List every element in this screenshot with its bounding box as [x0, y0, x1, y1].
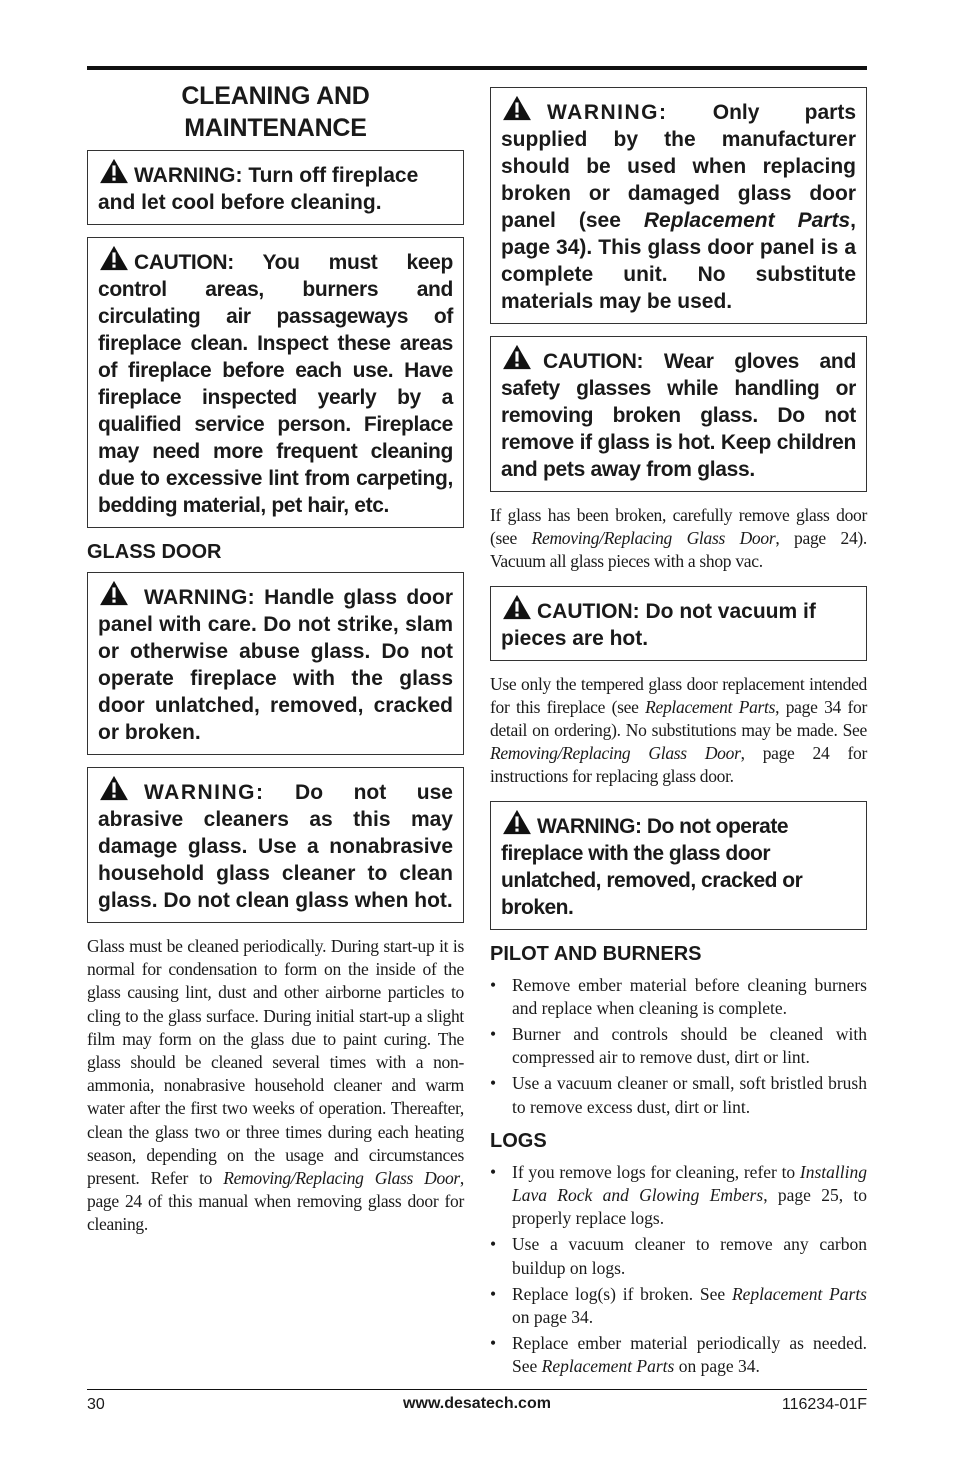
para-text: , page 24 for instructions for replacing glass door. — [490, 743, 867, 787]
list-item-text: Replace log(s) if broken. See — [512, 1283, 732, 1304]
logs-list — [490, 1161, 867, 1379]
para-text: , page 24). Vacuum all glass pieces with a shop vac. — [490, 528, 867, 572]
list-item: • Use a vacuum cleaner to remove any carbon buildup on logs. — [490, 1234, 867, 1278]
warning-text: Handle glass door panel with care. Do not strike, slam or otherwise abuse glass. Do not operate fireplace with the glass door unlatched, removed, cracked or broken. — [98, 586, 453, 744]
para-text: , page 24 of this manual when removing glass door for cleaning. — [87, 1168, 464, 1235]
warning-triangle-icon — [98, 580, 130, 606]
para-text: Use only the tempered glass door replacement intended for this fireplace (see — [490, 673, 867, 717]
caution-keyword: CAUTION: — [543, 350, 644, 373]
warning-text: Only parts supplied by the manufacturer should be used when replacing broken or damaged glass door panel (see — [501, 101, 856, 232]
warning-text: Do not use abrasive cleaners as this may damage glass. Use a nonabrasive household glass cleaner to clean glass. Do not clean glass when hot. — [98, 781, 453, 912]
warning-keyword: WARNING: — [537, 814, 642, 838]
list-item: • If you remove logs for cleaning, refer to Installing Lava Rock and Glowing Embers, page 25, to properly replace logs. — [490, 1161, 867, 1229]
caution-text: Do not vacuum if pieces are hot. — [501, 599, 816, 650]
right-column — [490, 87, 867, 1389]
warning-triangle-icon — [501, 594, 533, 620]
title-line-2: MAINTENANCE — [184, 114, 367, 142]
page-title — [87, 80, 464, 144]
list-item-text: on page 34. — [512, 1307, 594, 1328]
caution-text: Wear gloves and safety glasses while handling or removing broken glass. Do not remove if glass is hot. Keep children and pets away from glass. — [501, 350, 856, 481]
warning-box-handle-glass — [87, 572, 464, 755]
para-text: If glass has been broken, carefully remove glass door (see — [490, 505, 867, 549]
logs-heading: LOGS — [490, 1129, 547, 1152]
list-item-reference: Installing Lava Rock and Glowing Embers — [512, 1161, 867, 1206]
warning-box-abrasive — [87, 767, 464, 923]
list-item-text: Use a vacuum cleaner or small, soft bristled brush to remove excess dust, dirt or lint. — [512, 1073, 867, 1117]
para-reference: Replacement Parts — [645, 696, 776, 717]
warning-triangle-icon — [501, 809, 533, 835]
list-item-text: , page 25, to properly replace logs. — [512, 1185, 867, 1229]
para-reference: Removing/Replacing Glass Door — [531, 528, 776, 549]
warning-reference: Replacement Parts — [643, 209, 851, 232]
caution-text: You must keep control areas, burners and circulating air passageways of fireplace clean. Inspect these areas of fireplace before each use. Have fireplace inspected yearly by a qualified service person. Fireplace may need more frequent cleaning due to excessive lint from carpeting, bedding material, pet hair, etc. — [98, 251, 453, 517]
warning-triangle-icon — [98, 245, 130, 271]
list-item-text: Use a vacuum cleaner to remove any carbon buildup on logs. — [512, 1234, 867, 1278]
warning-box-only-parts — [490, 87, 867, 324]
caution-box-gloves — [490, 336, 867, 492]
warning-keyword: WARNING: — [547, 101, 668, 124]
list-item: • Burner and controls should be cleaned with compressed air to remove dust, dirt or lint. — [490, 1024, 867, 1068]
warning-box-turn-off — [87, 150, 464, 225]
list-item-text: Remove ember material before cleaning burners and replace when cleaning is complete. — [512, 974, 867, 1018]
para-reference: Removing/Replacing Glass Door — [490, 743, 741, 764]
caution-box-keep-clean — [87, 237, 464, 528]
warning-text: , page 34). This glass door panel is a complete unit. No substitute materials may be used. — [501, 209, 856, 313]
caution-box-vacuum — [490, 586, 867, 661]
pilot-burners-heading: PILOT AND BURNERS — [490, 942, 702, 965]
warning-triangle-icon — [98, 158, 130, 184]
warning-triangle-icon — [501, 344, 533, 370]
glass-cleaning-paragraph — [87, 935, 464, 1237]
warning-box-do-not-operate — [490, 801, 867, 930]
caution-keyword: CAUTION: — [537, 599, 640, 623]
para-text: , page 34 for detail on ordering). No substitutions may be made. See — [490, 696, 867, 741]
warning-keyword: WARNING: — [134, 164, 243, 187]
broken-glass-paragraph — [490, 504, 867, 574]
list-item-reference: Replacement Parts — [541, 1356, 675, 1377]
footer-rule — [87, 1389, 867, 1390]
left-column — [87, 80, 464, 1249]
list-item-reference: Replacement Parts — [731, 1283, 867, 1304]
warning-triangle-icon — [501, 95, 533, 121]
warning-text: Turn off fireplace and let cool before cleaning. — [98, 164, 419, 214]
top-rule — [87, 66, 867, 70]
list-item: • Replace log(s) if broken. See Replacement Parts on page 34. — [490, 1283, 867, 1328]
warning-text: Do not operate fireplace with the glass door unlatched, removed, cracked or broken. — [501, 814, 803, 919]
glass-door-heading: GLASS DOOR — [87, 541, 222, 563]
title-line-1: CLEANING AND — [181, 82, 370, 110]
list-item-text: on page 34. — [674, 1356, 760, 1377]
warning-keyword: WARNING: — [144, 781, 265, 804]
list-item-text: Burner and controls should be cleaned with compressed air to remove dust, dirt or lint. — [512, 1024, 867, 1068]
warning-triangle-icon — [98, 775, 130, 801]
list-item-text: If you remove logs for cleaning, refer to — [512, 1161, 800, 1182]
list-item: • Replace ember material periodically as needed. See Replacement Parts on page 34. — [490, 1333, 867, 1377]
caution-keyword: CAUTION: — [134, 251, 234, 274]
list-item-text: Replace ember material periodically as needed. See — [512, 1333, 867, 1377]
document-code: 116234-01F — [781, 1396, 867, 1413]
para-text: Glass must be cleaned periodically. During start-up it is normal for condensation to form on the inside of the glass causing lint, dust and other airborne particles to cling to the glass surface. During initial start-up a slight film may form on the glass due to paint curing. The glass should be cleaned several times with a non-ammonia, nonabrasive household cleaner and warm water after the first two weeks of operation. Thereafter, clean the glass two or three times during each heating season, depending on the usage and circumstances present. Refer to — [87, 936, 464, 1189]
pilot-burners-list — [490, 974, 867, 1119]
page-number: 30 — [87, 1396, 105, 1413]
page-footer — [87, 1396, 867, 1420]
warning-keyword: WARNING: — [144, 586, 255, 609]
list-item: • Use a vacuum cleaner or small, soft bristled brush to remove excess dust, dirt or lint. — [490, 1073, 867, 1117]
para-reference: Removing/Replacing Glass Door — [223, 1168, 460, 1189]
website-link[interactable]: www.desatech.com — [403, 1395, 551, 1412]
tempered-glass-paragraph — [490, 673, 867, 789]
list-item: • Remove ember material before cleaning burners and replace when cleaning is complete. — [490, 974, 867, 1018]
